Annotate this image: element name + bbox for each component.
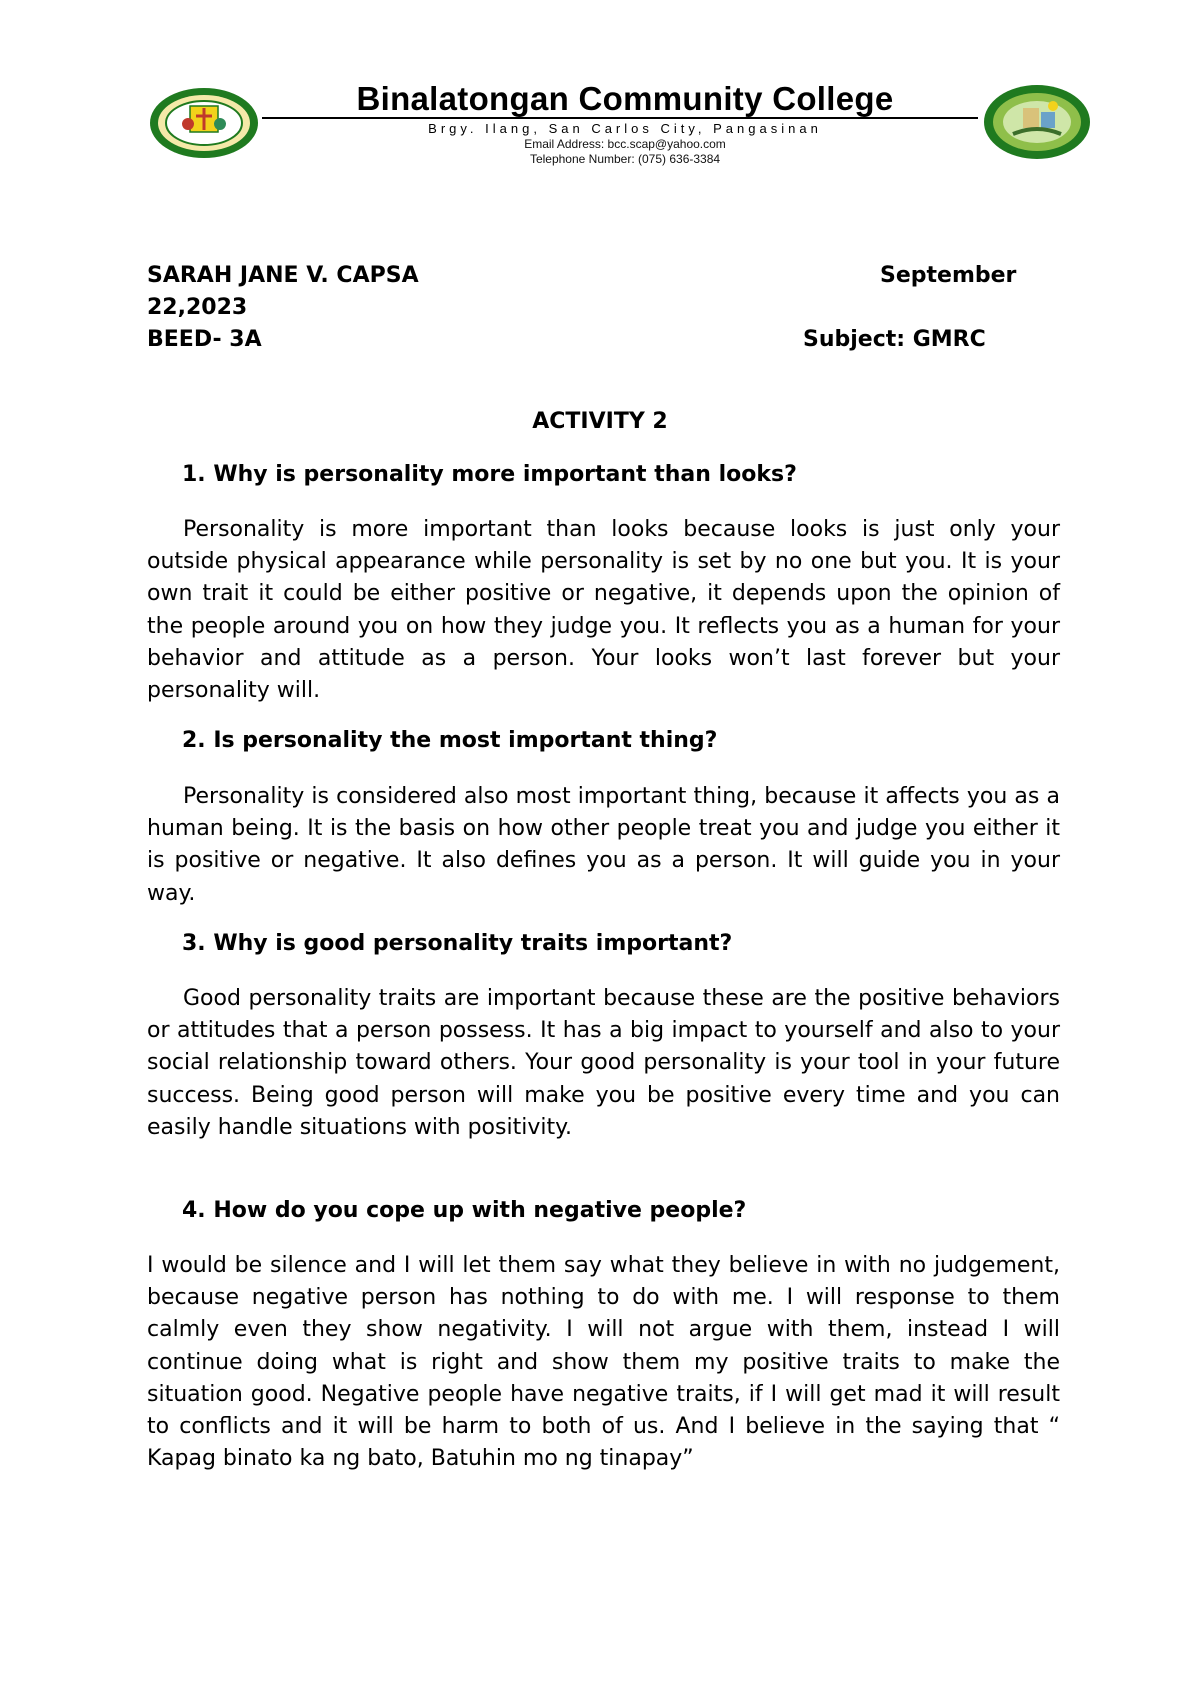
date-day-year: 22,2023 (147, 295, 248, 320)
date-month: September (880, 263, 1017, 288)
answer-3: Good personality traits are important because these are the positive behaviors or attitudes that a person possess. It has a big impact to yourself and also to your social relationship toward others. Your good personality is your tool in your future success. Being good person will make you be positive every time and you can easily handle situations with positivity. (147, 986, 1060, 1140)
question-3: 3. Why is good personality traits important? (182, 931, 733, 956)
student-name: SARAH JANE V. CAPSA (147, 263, 419, 288)
college-phone: Telephone Number: (075) 636-3384 (529, 152, 721, 166)
section: BEED- 3A (147, 327, 262, 352)
answer-4: I would be silence and I will let them say what they believe in with no judgement, because negative person has nothing to do with me. I will response to them calmly even they show negativity. I will not argue with them, instead I will continue doing what is right and show them my positive traits to make the situation good. Negative people have negative traits, if I will get mad it will result to conflicts and it will be harm to both of us. And I believe in the saying that “ Kapag binato ka ng bato, Batuhin mo ng tinapay” (147, 1253, 1060, 1472)
question-4: 4. How do you cope up with negative people? (182, 1198, 747, 1223)
question-1: 1. Why is personality more important than looks? (182, 462, 797, 487)
city-seal-icon (983, 84, 1091, 160)
college-name: Binalatongan Community College (356, 80, 894, 117)
college-address: Brgy. Ilang, San Carlos City, Pangasinan (428, 121, 822, 136)
college-seal-icon (148, 86, 260, 160)
answer-1: Personality is more important than looks because looks is just only your outside physical appearance while personality is set by no one but you. It is your own trait it could be either positive or negative, it depends upon the opinion of the people around you on how they judge you. It reflects you as a human for your behavior and attitude as a person. Your looks won’t last forever but your personality will. (147, 517, 1060, 704)
college-email: Email Address: bcc.scap@yahoo.com (524, 137, 726, 151)
letterhead (0, 0, 1200, 190)
activity-title: ACTIVITY 2 (532, 409, 668, 434)
answer-2: Personality is considered also most important thing, because it affects you as a human being. It is the basis on how other people treat you and judge you either it is positive or negative. It also defines you as a person. It will guide you in your way. (147, 784, 1060, 906)
letterhead-rule (262, 117, 978, 119)
question-2: 2. Is personality the most important thing? (182, 728, 718, 753)
subject: Subject: GMRC (803, 327, 986, 352)
